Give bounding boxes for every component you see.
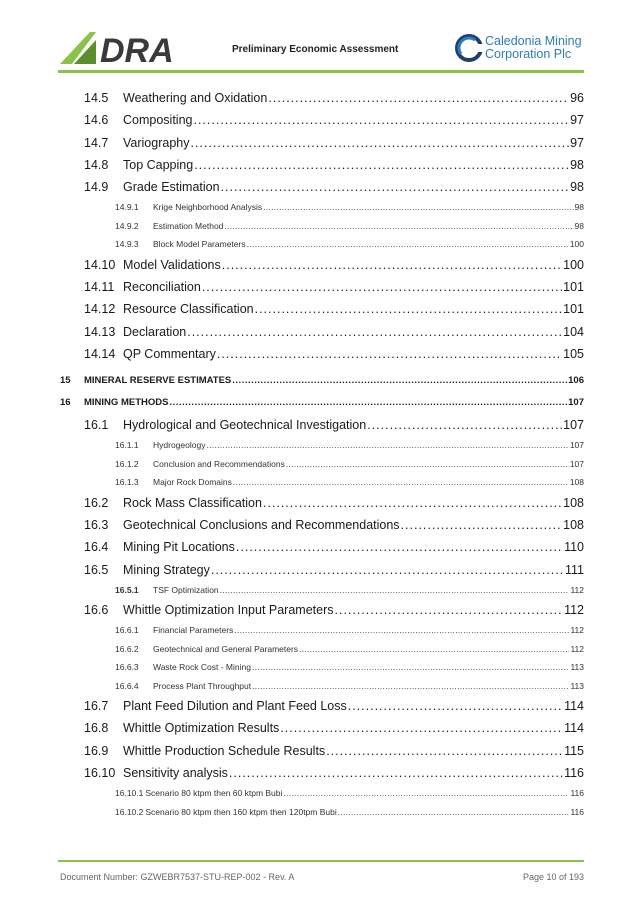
toc-leader-dots: [211, 563, 564, 577]
toc-entry-page: 96: [570, 91, 584, 105]
toc-entry-number: 14.11: [84, 279, 115, 294]
toc-entry[interactable]: [60, 113, 584, 135]
toc-leader-dots: [193, 113, 569, 127]
toc-entry-page: 101: [563, 279, 584, 294]
toc-leader-dots: [220, 585, 570, 595]
dra-logo: [60, 30, 200, 66]
toc-entry[interactable]: [60, 258, 584, 280]
toc-entry[interactable]: [60, 280, 584, 302]
toc-entry-title: Weathering and Oxidation: [123, 91, 268, 105]
toc-leader-dots: [169, 397, 567, 408]
toc-entry-page: 98: [570, 157, 584, 172]
toc-entry-page: 111: [564, 562, 584, 577]
toc-entry-title: Krige Neighborhood Analysis: [153, 202, 263, 213]
toc-entry-title: Scenario 80 ktpm then 160 ktpm then 120tpm Bubi: [145, 806, 337, 817]
toc-entry-number: 16.6.3: [115, 662, 139, 673]
toc-entry-page: 108: [563, 495, 584, 510]
page-number: Page 10 of 193: [522, 872, 584, 882]
toc-entry[interactable]: [60, 744, 584, 766]
toc-entry-page: 107: [568, 396, 584, 408]
toc-entry[interactable]: [60, 397, 584, 419]
toc-entry-page: 107: [569, 440, 584, 451]
toc-leader-dots: [263, 496, 562, 510]
toc-entry-title: Waste Rock Cost - Mining: [153, 662, 251, 673]
toc-entry[interactable]: [60, 625, 584, 643]
toc-entry-page: 98: [570, 180, 584, 195]
toc-entry-number: 16.5.1: [115, 584, 139, 595]
toc-entry-number: 16.1.3: [115, 477, 139, 488]
caledonia-logo: [455, 32, 585, 72]
toc-entry[interactable]: [60, 302, 584, 324]
toc-entry-title: Whittle Production Schedule Results: [123, 743, 326, 758]
toc-entry-page: 98: [574, 220, 584, 231]
toc-entry-number: 14.5: [84, 91, 109, 105]
caledonia-mark-icon: [455, 34, 483, 62]
toc-entry[interactable]: [60, 788, 584, 806]
toc-leader-dots: [190, 136, 569, 150]
toc-entry-page: 116: [564, 765, 584, 780]
page-header: [0, 0, 644, 80]
toc-entry[interactable]: [60, 180, 584, 202]
toc-leader-dots: [338, 807, 570, 817]
toc-entry[interactable]: [60, 158, 584, 180]
toc-entry-number: 14.9.2: [115, 220, 139, 231]
toc-entry-page: 108: [563, 517, 584, 532]
toc-entry-page: 116: [570, 806, 584, 817]
toc-entry-title: Grade Estimation: [123, 180, 220, 195]
toc-entry-title: Plant Feed Dilution and Plant Feed Loss: [123, 699, 347, 714]
toc-leader-dots: [233, 477, 569, 487]
toc-entry-page: 113: [570, 662, 584, 673]
toc-entry-title: Estimation Method: [153, 220, 224, 231]
toc-entry-title: Process Plant Throughput: [153, 680, 252, 691]
toc-entry[interactable]: [60, 347, 584, 369]
toc-entry-title: Top Capping: [123, 157, 194, 172]
toc-entry-page: 112: [570, 584, 584, 595]
toc-entry-number: 16.8: [84, 721, 109, 736]
toc-entry[interactable]: [60, 440, 584, 458]
toc-entry-title: Whittle Optimization Results: [123, 721, 280, 736]
toc-entry[interactable]: [60, 518, 584, 540]
toc-entry-title: Rock Mass Classification: [123, 495, 262, 510]
toc-entry-page: 113: [570, 680, 584, 691]
toc-entry-title: MINING METHODS: [84, 396, 169, 408]
toc-entry-number: 14.9.3: [115, 239, 139, 250]
toc-entry-number: 16.7: [84, 699, 109, 714]
toc-entry[interactable]: [60, 681, 584, 699]
toc-leader-dots: [187, 325, 562, 339]
toc-entry[interactable]: [60, 766, 584, 788]
toc-entry-title: Reconciliation: [123, 279, 201, 294]
toc-entry-title: Compositing: [123, 113, 193, 128]
toc-leader-dots: [252, 681, 569, 691]
toc-leader-dots: [263, 202, 573, 212]
toc-entry-title: Variography: [123, 135, 190, 150]
toc-entry-title: Block Model Parameters: [153, 239, 246, 250]
toc-entry-number: 16.3: [84, 517, 109, 532]
toc-leader-dots: [217, 347, 562, 361]
toc-entry-page: 104: [563, 324, 584, 339]
toc-entry-title: Major Rock Domains: [153, 477, 232, 488]
toc-leader-dots: [280, 721, 563, 735]
header-divider: [58, 70, 584, 73]
toc-entry-page: 112: [564, 603, 584, 618]
toc-entry-page: 97: [570, 113, 584, 128]
toc-entry[interactable]: [60, 496, 584, 518]
toc-entry[interactable]: [60, 699, 584, 721]
toc-entry-page: 106: [568, 375, 584, 387]
toc-entry-number: 16.9: [84, 743, 109, 758]
toc-entry-title: Whittle Optimization Input Parameters: [123, 603, 334, 618]
toc-leader-dots: [229, 766, 563, 780]
document-title: Preliminary Economic Assessment: [232, 44, 399, 55]
toc-entry-number: 16.10.1: [115, 788, 144, 799]
toc-entry-page: 100: [569, 239, 584, 250]
toc-entry-page: 97: [570, 135, 584, 150]
toc-entry-number: 14.7: [84, 135, 109, 150]
toc-entry-title: MINERAL RESERVE ESTIMATES: [84, 375, 232, 387]
toc-entry-page: 116: [570, 788, 584, 799]
caledonia-logo-text: Caledonia Mining Corporation Plc: [485, 34, 582, 61]
toc-entry-number: 16.6.2: [115, 643, 139, 654]
toc-leader-dots: [236, 540, 563, 554]
toc-leader-dots: [202, 280, 562, 294]
toc-entry-number: 16.6.4: [115, 680, 139, 691]
toc-entry[interactable]: [60, 418, 584, 440]
toc-entry-number: 16: [60, 396, 71, 408]
toc-entry-title: Geotechnical and General Parameters: [153, 643, 299, 654]
toc-entry-number: 14.14: [84, 346, 116, 361]
toc-entry-number: 16.1: [84, 418, 109, 433]
toc-entry-title: Mining Pit Locations: [123, 540, 235, 555]
toc-leader-dots: [194, 158, 569, 172]
svg-text:DRA: DRA: [100, 32, 174, 66]
toc-entry[interactable]: [60, 221, 584, 239]
toc-entry-number: 16.6.1: [115, 625, 139, 636]
toc-entry[interactable]: [60, 807, 584, 825]
document-number: Document Number: GZWEBR7537-STU-REP-002 - Rev. A: [60, 872, 295, 882]
toc-entry[interactable]: [60, 91, 584, 113]
toc-entry-title: Financial Parameters: [153, 625, 234, 636]
toc-entry-number: 15: [60, 375, 71, 387]
toc-entry-title: QP Commentary: [123, 346, 216, 361]
toc-entry-number: 16.1.1: [115, 440, 139, 451]
toc-entry-page: 105: [563, 346, 584, 361]
toc-entry[interactable]: [60, 585, 584, 603]
toc-entry-title: Declaration: [123, 324, 187, 339]
toc-entry-title: TSF Optimization: [153, 584, 219, 595]
toc-leader-dots: [224, 221, 573, 231]
toc-entry[interactable]: [60, 202, 584, 220]
toc-entry[interactable]: [60, 477, 584, 495]
toc-entry[interactable]: [60, 644, 584, 662]
toc-entry-page: 112: [570, 625, 584, 636]
toc-entry-page: 107: [569, 458, 584, 469]
toc-leader-dots: [367, 418, 562, 432]
toc-leader-dots: [268, 91, 569, 105]
toc-entry[interactable]: [60, 136, 584, 158]
toc-entry-title: Resource Classification: [123, 302, 254, 317]
toc-entry[interactable]: [60, 563, 584, 585]
toc-entry-page: 101: [563, 302, 584, 317]
toc-leader-dots: [299, 644, 569, 654]
toc-entry-number: 14.10: [84, 257, 116, 272]
toc-entry-number: 16.5: [84, 562, 109, 577]
toc-leader-dots: [348, 699, 563, 713]
toc-entry-title: Geotechnical Conclusions and Recommendations: [123, 517, 400, 532]
toc-entry[interactable]: [60, 325, 584, 347]
toc-entry-title: Conclusion and Recommendations: [153, 458, 285, 469]
toc-leader-dots: [247, 239, 569, 249]
toc-entry[interactable]: [60, 459, 584, 477]
toc-entry-number: 14.8: [84, 157, 109, 172]
toc-entry-title: Model Validations: [123, 257, 221, 272]
toc-leader-dots: [401, 518, 563, 532]
toc-entry-title: Sensitivity analysis: [123, 765, 228, 780]
toc-entry-title: Hydrogeology: [153, 440, 206, 451]
toc-entry-page: 112: [570, 643, 584, 654]
toc-leader-dots: [286, 459, 569, 469]
toc-entry[interactable]: [60, 375, 584, 397]
toc-entry-page: 114: [564, 721, 584, 736]
toc-entry-number: 14.12: [84, 302, 116, 317]
toc-entry-title: Hydrological and Geotechnical Investigation: [123, 418, 367, 433]
toc-entry-page: 100: [563, 257, 584, 272]
toc-leader-dots: [234, 625, 569, 635]
toc-entry[interactable]: [60, 540, 584, 562]
toc-entry-title: Scenario 80 ktpm then 60 ktpm Bubi: [145, 788, 283, 799]
toc-entry[interactable]: [60, 721, 584, 743]
toc-entry-number: 14.9: [84, 180, 109, 195]
toc-entry-number: 16.4: [84, 540, 109, 555]
footer-divider: [58, 860, 584, 862]
toc-leader-dots: [255, 302, 563, 316]
toc-entry-page: 108: [569, 477, 584, 488]
toc-entry-number: 16.6: [84, 603, 109, 618]
toc-entry-page: 107: [563, 418, 584, 433]
toc-entry-number: 16.1.2: [115, 458, 139, 469]
table-of-contents: [60, 91, 584, 825]
toc-entry[interactable]: [60, 239, 584, 257]
toc-entry-page: 98: [574, 202, 584, 213]
toc-leader-dots: [206, 440, 568, 450]
toc-entry-number: 16.10: [84, 765, 116, 780]
toc-leader-dots: [252, 662, 570, 672]
toc-leader-dots: [232, 375, 567, 386]
toc-leader-dots: [326, 744, 563, 758]
toc-entry[interactable]: [60, 603, 584, 625]
toc-leader-dots: [222, 258, 562, 272]
toc-leader-dots: [283, 788, 569, 798]
toc-entry-page: 115: [564, 743, 584, 758]
toc-entry-number: 16.2: [84, 495, 109, 510]
toc-entry-number: 14.6: [84, 113, 109, 128]
toc-entry-number: 14.9.1: [115, 202, 139, 213]
toc-entry-number: 16.10.2: [115, 806, 144, 817]
toc-entry-page: 114: [564, 699, 584, 714]
toc-entry-title: Mining Strategy: [123, 562, 210, 577]
toc-entry-number: 14.13: [84, 324, 116, 339]
toc-entry-page: 110: [564, 540, 584, 555]
toc-leader-dots: [221, 180, 570, 194]
toc-leader-dots: [335, 603, 564, 617]
toc-entry[interactable]: [60, 662, 584, 680]
